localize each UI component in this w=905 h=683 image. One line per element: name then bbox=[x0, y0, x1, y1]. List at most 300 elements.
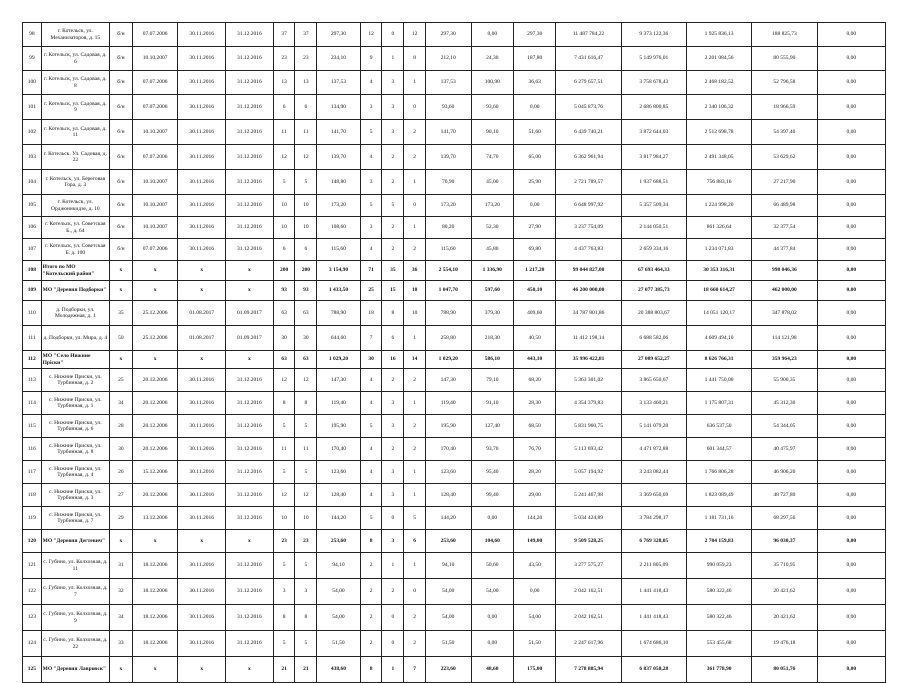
table-cell: 18.12.2006 bbox=[132, 631, 178, 657]
table-cell: 32 377,54 bbox=[752, 217, 817, 239]
table-cell: 28,30 bbox=[513, 392, 555, 415]
table-cell: 359 964,23 bbox=[752, 351, 817, 369]
table-cell: 1 336,90 bbox=[471, 261, 513, 281]
table-cell: 2 bbox=[404, 120, 426, 145]
table-cell: 5 bbox=[295, 631, 317, 657]
table-cell: 28 bbox=[110, 415, 133, 438]
table-cell: 76,70 bbox=[513, 438, 555, 461]
table-cell: 173,20 bbox=[317, 195, 361, 217]
table-cell: 2 042 162,51 bbox=[556, 579, 621, 605]
table-cell: 31.12.2016 bbox=[226, 553, 274, 579]
table-cell: 137,53 bbox=[425, 71, 471, 95]
table-cell: 990 059,23 bbox=[686, 553, 751, 579]
table-cell: 127,40 bbox=[471, 415, 513, 438]
table-cell: 147,30 bbox=[317, 369, 361, 392]
table-cell: 861 326,64 bbox=[686, 217, 751, 239]
table-cell: х bbox=[226, 657, 274, 683]
table-cell: 30.11.2016 bbox=[178, 239, 226, 261]
row-number: 123 bbox=[23, 605, 42, 631]
table-cell: 0,00 bbox=[513, 195, 555, 217]
table-cell: б/н bbox=[110, 71, 133, 95]
table-cell: 80,20 bbox=[425, 217, 471, 239]
table-cell: 123,60 bbox=[425, 461, 471, 484]
table-cell: 4 bbox=[360, 392, 382, 415]
table-cell: 30.11.2016 bbox=[178, 120, 226, 145]
table-cell: 149,00 bbox=[513, 530, 555, 553]
table-cell: 5 bbox=[295, 553, 317, 579]
table-cell: 55 900,35 bbox=[752, 369, 817, 392]
table-cell: 30.11.2016 bbox=[178, 170, 226, 195]
table-cell: х bbox=[178, 657, 226, 683]
table-cell: 30.11.2016 bbox=[178, 461, 226, 484]
table-cell: 3 865 650,67 bbox=[621, 369, 686, 392]
table-cell: 66 489,98 bbox=[752, 195, 817, 217]
table-cell: 30.11.2016 bbox=[178, 605, 226, 631]
table-row bbox=[23, 23, 886, 47]
table-cell: 137,53 bbox=[317, 71, 361, 95]
table-cell: 114 121,98 bbox=[752, 326, 817, 351]
table-cell: 2 201 084,56 bbox=[686, 47, 751, 71]
table-cell: 30 bbox=[273, 326, 295, 351]
table-cell: 2 211 805,09 bbox=[621, 553, 686, 579]
table-cell: 2 721 789,57 bbox=[556, 170, 621, 195]
table-cell: 187,80 bbox=[513, 47, 555, 71]
table-cell: 24,30 bbox=[471, 47, 513, 71]
table-cell: 3 784 298,17 bbox=[621, 507, 686, 530]
table-cell: 218,30 bbox=[471, 326, 513, 351]
table-cell: 3 bbox=[360, 95, 382, 120]
table-cell: 27 bbox=[110, 484, 133, 507]
table-cell: 580 322,46 bbox=[686, 579, 751, 605]
table-cell: 31.12.2016 bbox=[226, 579, 274, 605]
table-cell: 3 bbox=[382, 484, 404, 507]
table-cell: 1 925 836,13 bbox=[686, 23, 751, 47]
table-cell: 15 bbox=[382, 281, 404, 301]
table-cell: 6 bbox=[295, 239, 317, 261]
table-cell: 27 077 385,73 bbox=[621, 281, 686, 301]
table-cell: 4 bbox=[360, 239, 382, 261]
table-cell: 3 817 984,27 bbox=[621, 145, 686, 170]
table-cell: х bbox=[226, 281, 274, 301]
address-cell: с. Нижние Приски, ул. Турбинная, д. 2 bbox=[41, 369, 109, 392]
table-cell: 31.12.2016 bbox=[226, 484, 274, 507]
table-cell: 644,60 bbox=[317, 326, 361, 351]
table-cell: 80 555,90 bbox=[752, 47, 817, 71]
table-cell: 170,40 bbox=[317, 438, 361, 461]
table-cell: 4 609 494,10 bbox=[686, 326, 751, 351]
table-cell: 12 bbox=[404, 23, 426, 47]
table-cell: 1 441 418,43 bbox=[621, 579, 686, 605]
table-cell: 0,00 bbox=[471, 605, 513, 631]
address-cell: г. Котельск, ул. Береговая Гора, д. 3 bbox=[41, 170, 109, 195]
summary-name: МО "Деревня Подборки" bbox=[41, 281, 109, 301]
table-cell: 01.09.2017 bbox=[226, 326, 274, 351]
table-cell: 0,00 bbox=[817, 631, 885, 657]
table-cell: 30.11.2016 bbox=[178, 484, 226, 507]
table-cell: 67 693 464,33 bbox=[621, 261, 686, 281]
table-cell: 31.12.2016 bbox=[226, 217, 274, 239]
table-cell: 115,60 bbox=[317, 239, 361, 261]
table-cell: 0,00 bbox=[817, 47, 885, 71]
table-cell: 31.12.2016 bbox=[226, 507, 274, 530]
table-cell: 0,00 bbox=[471, 507, 513, 530]
table-cell: 212,10 bbox=[425, 47, 471, 71]
table-cell: 2 bbox=[382, 438, 404, 461]
table-cell: 46 906,20 bbox=[752, 461, 817, 484]
table-cell: 0,00 bbox=[817, 415, 885, 438]
table-cell: 23 bbox=[273, 530, 295, 553]
table-cell: 0,00 bbox=[817, 530, 885, 553]
table-cell: 30.11.2016 bbox=[178, 95, 226, 120]
table-cell: 998 046,36 bbox=[752, 261, 817, 281]
table-cell: 0,00 bbox=[817, 23, 885, 47]
table-cell: 12 bbox=[360, 23, 382, 47]
address-cell: г. Котельск, ул. Садовая, д. 6 bbox=[41, 47, 109, 71]
table-cell: 94,10 bbox=[425, 553, 471, 579]
table-cell: 31.12.2016 bbox=[226, 23, 274, 47]
table-cell: 34 787 801,86 bbox=[556, 301, 621, 326]
table-cell: 0,00 bbox=[817, 95, 885, 120]
row-number: 118 bbox=[23, 484, 42, 507]
table-cell: 2 bbox=[360, 605, 382, 631]
table-cell: 2 bbox=[404, 145, 426, 170]
table-cell: 4 354 379,83 bbox=[556, 392, 621, 415]
table-cell: 48 727,80 bbox=[752, 484, 817, 507]
table-cell: 580 322,46 bbox=[686, 605, 751, 631]
table-cell: 0,00 bbox=[471, 23, 513, 47]
table-cell: 54,00 bbox=[425, 579, 471, 605]
table-cell: 34 bbox=[110, 392, 133, 415]
table-cell: 30.11.2016 bbox=[178, 71, 226, 95]
table-cell: 1 433,50 bbox=[317, 281, 361, 301]
table-cell: 43,50 bbox=[513, 553, 555, 579]
table-cell: х bbox=[178, 281, 226, 301]
table-cell: 0,00 bbox=[817, 553, 885, 579]
table-cell: 8 bbox=[295, 605, 317, 631]
row-number: 110 bbox=[23, 301, 42, 326]
table-cell: 19 476,18 bbox=[752, 631, 817, 657]
row-number: 115 bbox=[23, 415, 42, 438]
table-cell: 141,70 bbox=[425, 120, 471, 145]
table-cell: 95,40 bbox=[471, 461, 513, 484]
table-cell: 31.12.2016 bbox=[226, 145, 274, 170]
summary-row bbox=[23, 351, 886, 369]
table-cell: х bbox=[132, 657, 178, 683]
table-cell: 2 bbox=[382, 579, 404, 605]
table-cell: 104,60 bbox=[471, 530, 513, 553]
row-number: 120 bbox=[23, 530, 42, 553]
table-cell: 18 bbox=[360, 301, 382, 326]
table-cell: 7 bbox=[404, 657, 426, 683]
table-cell: 12 bbox=[273, 369, 295, 392]
table-cell: 25 bbox=[110, 369, 133, 392]
table-cell: 5 357 509,34 bbox=[621, 195, 686, 217]
table-cell: 297,30 bbox=[425, 23, 471, 47]
table-cell: 1 441 418,43 bbox=[621, 605, 686, 631]
table-cell: 188 825,73 bbox=[752, 23, 817, 47]
table-cell: 07.07.2006 bbox=[132, 23, 178, 47]
table-cell: 18.12.2006 bbox=[132, 553, 178, 579]
table-cell: 20 421,62 bbox=[752, 579, 817, 605]
table-cell: 258,80 bbox=[425, 326, 471, 351]
table-cell: 5 bbox=[273, 170, 295, 195]
table-cell: 93,60 bbox=[425, 95, 471, 120]
table-cell: 3 277 575,27 bbox=[556, 553, 621, 579]
table-cell: 2 468 182,52 bbox=[686, 71, 751, 95]
table-cell: 52 796,58 bbox=[752, 71, 817, 95]
table-cell: 3 237 754,09 bbox=[556, 217, 621, 239]
table-cell: 3 bbox=[382, 415, 404, 438]
table-cell: х bbox=[178, 351, 226, 369]
row-number: 103 bbox=[23, 145, 42, 170]
table-cell: 79,10 bbox=[471, 369, 513, 392]
address-cell: с. Нижние Приски, ул. Турбинная, д. 3 bbox=[41, 484, 109, 507]
table-cell: 2 491 348,05 bbox=[686, 145, 751, 170]
row-number: 109 bbox=[23, 281, 42, 301]
row-number: 117 bbox=[23, 461, 42, 484]
table-cell: 93,60 bbox=[471, 95, 513, 120]
table-cell: 170,40 bbox=[425, 438, 471, 461]
table-cell: 0,00 bbox=[817, 261, 885, 281]
table-cell: 3 243 082,44 bbox=[621, 461, 686, 484]
table-cell: 3 133 460,21 bbox=[621, 392, 686, 415]
table-cell: 13 bbox=[273, 71, 295, 95]
table-cell: 5 363 301,02 bbox=[556, 369, 621, 392]
table-cell: 144,20 bbox=[513, 507, 555, 530]
table-cell: 12 bbox=[295, 484, 317, 507]
table-cell: 18.12.2006 bbox=[132, 579, 178, 605]
table-cell: 1 766 806,28 bbox=[686, 461, 751, 484]
table-cell: 173,20 bbox=[471, 195, 513, 217]
table-cell: 36 bbox=[404, 261, 426, 281]
table-cell: 253,60 bbox=[317, 530, 361, 553]
table-cell: 70,90 bbox=[425, 170, 471, 195]
summary-row bbox=[23, 261, 886, 281]
table-cell: 5 141 079,20 bbox=[621, 415, 686, 438]
table-cell: 6 769 328,05 bbox=[621, 530, 686, 553]
table-cell: 69,80 bbox=[513, 239, 555, 261]
table-cell: 2 bbox=[404, 239, 426, 261]
table-cell: 11 bbox=[273, 438, 295, 461]
table-cell: 52,30 bbox=[471, 217, 513, 239]
table-cell: 12 bbox=[273, 145, 295, 170]
table-cell: 54,00 bbox=[425, 605, 471, 631]
table-cell: 35 710,95 bbox=[752, 553, 817, 579]
table-cell: 0,00 bbox=[817, 71, 885, 95]
table-cell: 99,40 bbox=[471, 484, 513, 507]
table-cell: 27 009 652,27 bbox=[621, 351, 686, 369]
table-cell: 93 bbox=[273, 281, 295, 301]
table-cell: 10.10.2007 bbox=[132, 47, 178, 71]
table-cell: 6 439 740,21 bbox=[556, 120, 621, 145]
table-cell: 5 034 424,89 bbox=[556, 507, 621, 530]
table-cell: х bbox=[110, 657, 133, 683]
table-cell: 7 431 616,47 bbox=[556, 47, 621, 71]
row-number: 111 bbox=[23, 326, 42, 351]
table-cell: 10 bbox=[273, 195, 295, 217]
table-cell: 35 996 422,81 bbox=[556, 351, 621, 369]
address-cell: г. Котельск, ул. Советская Б., д. 64 bbox=[41, 217, 109, 239]
table-cell: 99 044 827,00 bbox=[556, 261, 621, 281]
table-row bbox=[23, 579, 886, 605]
table-cell: 18 660 614,27 bbox=[686, 281, 751, 301]
table-cell: 115,60 bbox=[425, 239, 471, 261]
table-cell: 5 bbox=[295, 170, 317, 195]
table-cell: 3 bbox=[382, 95, 404, 120]
table-cell: 5 bbox=[273, 631, 295, 657]
table-cell: 33 bbox=[110, 631, 133, 657]
table-cell: 1 937 688,51 bbox=[621, 170, 686, 195]
table-cell: 30.11.2016 bbox=[178, 579, 226, 605]
table-cell: 0,00 bbox=[513, 579, 555, 605]
table-cell: 5 113 693,42 bbox=[556, 438, 621, 461]
table-cell: 10 bbox=[295, 217, 317, 239]
table-cell: 30.11.2016 bbox=[178, 145, 226, 170]
table-cell: б/н bbox=[110, 145, 133, 170]
table-cell: 13 bbox=[295, 71, 317, 95]
table-cell: 462 000,00 bbox=[752, 281, 817, 301]
table-cell: 30 353 316,31 bbox=[686, 261, 751, 281]
table-cell: 30 bbox=[295, 326, 317, 351]
table-cell: 96 030,37 bbox=[752, 530, 817, 553]
table-cell: 3 bbox=[382, 461, 404, 484]
table-row bbox=[23, 95, 886, 120]
table-cell: 5 bbox=[382, 195, 404, 217]
table-cell: 91,10 bbox=[471, 392, 513, 415]
table-cell: 5 bbox=[273, 415, 295, 438]
table-cell: 0,00 bbox=[817, 170, 885, 195]
table-cell: 8 bbox=[404, 47, 426, 71]
summary-row bbox=[23, 657, 886, 683]
table-cell: 1 224 998,20 bbox=[686, 195, 751, 217]
table-cell: 29,00 bbox=[513, 484, 555, 507]
table-cell: х bbox=[178, 261, 226, 281]
table-cell: 44 377,84 bbox=[752, 239, 817, 261]
table-cell: 7 278 885,94 bbox=[556, 657, 621, 683]
table-cell: 3 bbox=[273, 579, 295, 605]
table-cell: 21 bbox=[295, 657, 317, 683]
table-cell: 1 047,70 bbox=[425, 281, 471, 301]
table-cell: 6 279 657,51 bbox=[556, 71, 621, 95]
table-cell: 0,00 bbox=[817, 579, 885, 605]
table-cell: 0 bbox=[382, 507, 404, 530]
table-cell: 4 bbox=[360, 369, 382, 392]
table-cell: 11 bbox=[295, 438, 317, 461]
row-number: 124 bbox=[23, 631, 42, 657]
table-cell: 30 bbox=[360, 351, 382, 369]
table-cell: 14 bbox=[404, 351, 426, 369]
table-cell: б/н bbox=[110, 95, 133, 120]
table-row bbox=[23, 217, 886, 239]
table-cell: 450,10 bbox=[513, 281, 555, 301]
summary-name: МО "Деревня Лавровск" bbox=[41, 657, 109, 683]
table-row bbox=[23, 71, 886, 95]
address-cell: с. Нижние Приски, ул. Турбинная, д. 8 bbox=[41, 438, 109, 461]
table-cell: 2 bbox=[382, 217, 404, 239]
row-number: 101 bbox=[23, 95, 42, 120]
table-cell: 8 bbox=[360, 657, 382, 683]
table-cell: 12 bbox=[273, 484, 295, 507]
table-cell: 51,60 bbox=[513, 120, 555, 145]
row-number: 99 bbox=[23, 47, 42, 71]
table-cell: 1 bbox=[382, 47, 404, 71]
table-cell: 1 bbox=[404, 217, 426, 239]
table-cell: 297,30 bbox=[513, 23, 555, 47]
table-row bbox=[23, 195, 886, 217]
table-cell: 1 823 089,49 bbox=[686, 484, 751, 507]
table-row bbox=[23, 170, 886, 195]
table-cell: 31.12.2016 bbox=[226, 47, 274, 71]
table-row bbox=[23, 553, 886, 579]
address-cell: д. Подборки, ул. Молодежная, д. 1 bbox=[41, 301, 109, 326]
table-cell: 23 bbox=[295, 530, 317, 553]
table-cell: 20.12.2006 bbox=[132, 369, 178, 392]
table-cell: 8 bbox=[273, 605, 295, 631]
table-cell: 31.12.2016 bbox=[226, 392, 274, 415]
table-cell: х bbox=[226, 530, 274, 553]
table-cell: 30.11.2016 bbox=[178, 553, 226, 579]
table-cell: 12 bbox=[295, 369, 317, 392]
table-cell: 6 bbox=[404, 530, 426, 553]
table-cell: 0,00 bbox=[817, 438, 885, 461]
table-cell: 173,20 bbox=[425, 195, 471, 217]
table-cell: 93 bbox=[295, 281, 317, 301]
table-cell: 4 437 763,83 bbox=[556, 239, 621, 261]
address-cell: с. Нижние Приски, ул. Турбинная, д. 1 bbox=[41, 392, 109, 415]
row-number: 113 bbox=[23, 369, 42, 392]
table-cell: 11 bbox=[273, 120, 295, 145]
table-cell: 5 831 960,75 bbox=[556, 415, 621, 438]
summary-row bbox=[23, 281, 886, 301]
table-cell: 2 686 800,85 bbox=[621, 95, 686, 120]
row-number: 125 bbox=[23, 657, 42, 683]
table-cell: 144,20 bbox=[317, 507, 361, 530]
table-cell: 1 029,20 bbox=[317, 351, 361, 369]
table-cell: 347 878,02 bbox=[752, 301, 817, 326]
table-row bbox=[23, 145, 886, 170]
table-cell: 0,00 bbox=[817, 369, 885, 392]
table-cell: 20.12.2006 bbox=[132, 392, 178, 415]
table-cell: 3 bbox=[360, 170, 382, 195]
table-cell: 3 758 678,43 bbox=[621, 71, 686, 95]
table-cell: 20.12.2006 bbox=[132, 415, 178, 438]
table-cell: 10.10.2007 bbox=[132, 217, 178, 239]
table-cell: 31.12.2016 bbox=[226, 170, 274, 195]
table-cell: б/н bbox=[110, 120, 133, 145]
table-cell: 134,90 bbox=[317, 95, 361, 120]
table-row bbox=[23, 631, 886, 657]
table-cell: 108,60 bbox=[317, 217, 361, 239]
table-cell: 175,00 bbox=[513, 657, 555, 683]
table-cell: 10 bbox=[273, 507, 295, 530]
table-cell: 1 181 731,16 bbox=[686, 507, 751, 530]
table-cell: 0,00 bbox=[817, 301, 885, 326]
table-cell: 11 412 198,14 bbox=[556, 326, 621, 351]
table-cell: 31.12.2016 bbox=[226, 95, 274, 120]
table-cell: 2 bbox=[404, 605, 426, 631]
table-cell: 141,70 bbox=[317, 120, 361, 145]
table-cell: 123,60 bbox=[317, 461, 361, 484]
table-cell: 11 487 784,22 bbox=[556, 23, 621, 47]
table-cell: 586,10 bbox=[471, 351, 513, 369]
table-cell: х bbox=[226, 351, 274, 369]
table-cell: 29 bbox=[110, 507, 133, 530]
table-cell: 2 bbox=[404, 415, 426, 438]
table-cell: 1 175 807,31 bbox=[686, 392, 751, 415]
table-cell: 0 bbox=[404, 195, 426, 217]
table-row bbox=[23, 415, 886, 438]
table-cell: 27 217,90 bbox=[752, 170, 817, 195]
